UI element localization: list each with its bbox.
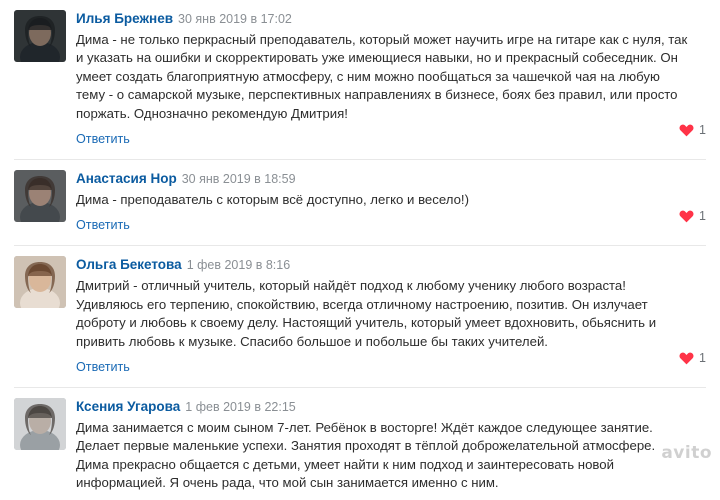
reply-button[interactable]: Ответить: [76, 132, 130, 147]
comment-header: [76, 257, 706, 273]
comment-body: [76, 10, 706, 149]
comment-author-link[interactable]: Илья Брежнев: [76, 11, 174, 26]
like-count: 1: [699, 123, 706, 137]
comment-date: 30 янв 2019 в 18:59: [181, 172, 296, 187]
avatar[interactable]: [14, 10, 66, 62]
like-control[interactable]: [679, 351, 706, 365]
comment-item: [0, 388, 720, 500]
comment-text: Дима занимается с моим сыном 7-лет. Ребёнок в восторге! Ждёт каждое следующее занятие. Делает первые маленькие успехи. Занятия проходят в тёплой доброжелательной атмосфере. Дима прекрасно общается с детьми, умеет найти к ним подход и заинтересовать новой информацией. Я очень рада, что мой сын занимается именно с ним.: [76, 420, 656, 491]
comment-body: [76, 170, 706, 235]
like-control[interactable]: [679, 123, 706, 137]
comment-author-link[interactable]: Ольга Бекетова: [76, 257, 182, 273]
comment-text: Дима - преподаватель с которым всё доступно, легко и весело!): [76, 192, 469, 208]
avatar[interactable]: [14, 170, 66, 222]
comment-item: [0, 246, 720, 377]
like-count: 1: [699, 209, 706, 224]
like-count: 1: [699, 351, 706, 366]
reply-button[interactable]: Ответить: [76, 360, 130, 375]
heart-icon[interactable]: [679, 209, 694, 223]
comment-author-link[interactable]: Анастасия Нор: [76, 171, 177, 187]
comment-date: 1 фев 2019 в 8:16: [186, 258, 291, 273]
comment-date: 30 янв 2019 в 17:02: [178, 12, 292, 26]
comment-body: [76, 256, 706, 377]
comment-author-link[interactable]: Ксения Угарова: [76, 399, 181, 415]
comment-text: Дима - не только перкрасный преподаватель, который может научить игре на гитаре как с нуля, так и указать на ошибки и скорректировать уже имеющиеся навыки, но и прекрасный собеседник. Он умеет создать благоприятную атмосферу, с ним можно пообщаться за чашечкой чая на любую тему - о самарской музыке, перспективных направлениях в бизнесе, боях без правил, или просто поржать. Однозначно рекомендую Дмитрия!: [76, 32, 688, 121]
comment-header: [76, 399, 706, 415]
heart-icon[interactable]: [679, 351, 694, 365]
watermark: avito: [661, 443, 712, 463]
avatar[interactable]: [14, 256, 66, 308]
heart-icon[interactable]: [679, 123, 694, 137]
comment-header: [76, 11, 706, 27]
like-control[interactable]: [679, 209, 706, 223]
avatar[interactable]: [14, 398, 66, 450]
reply-button[interactable]: Ответить: [76, 218, 130, 233]
comment-header: [76, 171, 706, 187]
comment-item: [0, 160, 720, 235]
comment-item: [0, 0, 720, 149]
comment-body: [76, 398, 706, 500]
comment-text: Дмитрий - отличный учитель, который найдёт подход к любому ученику любого возраста! Удивляюсь его терпению, спокойствию, всегда отличному настроению, позитив. Он излучает доброту и любовь к своему делу. Настоящий учитель, который умеет вдохновить, обьяснить и привить любовь к музыке. Спасибо большое и побольше бы таких учителей.: [76, 278, 657, 349]
comment-date: 1 фев 2019 в 22:15: [185, 400, 296, 415]
